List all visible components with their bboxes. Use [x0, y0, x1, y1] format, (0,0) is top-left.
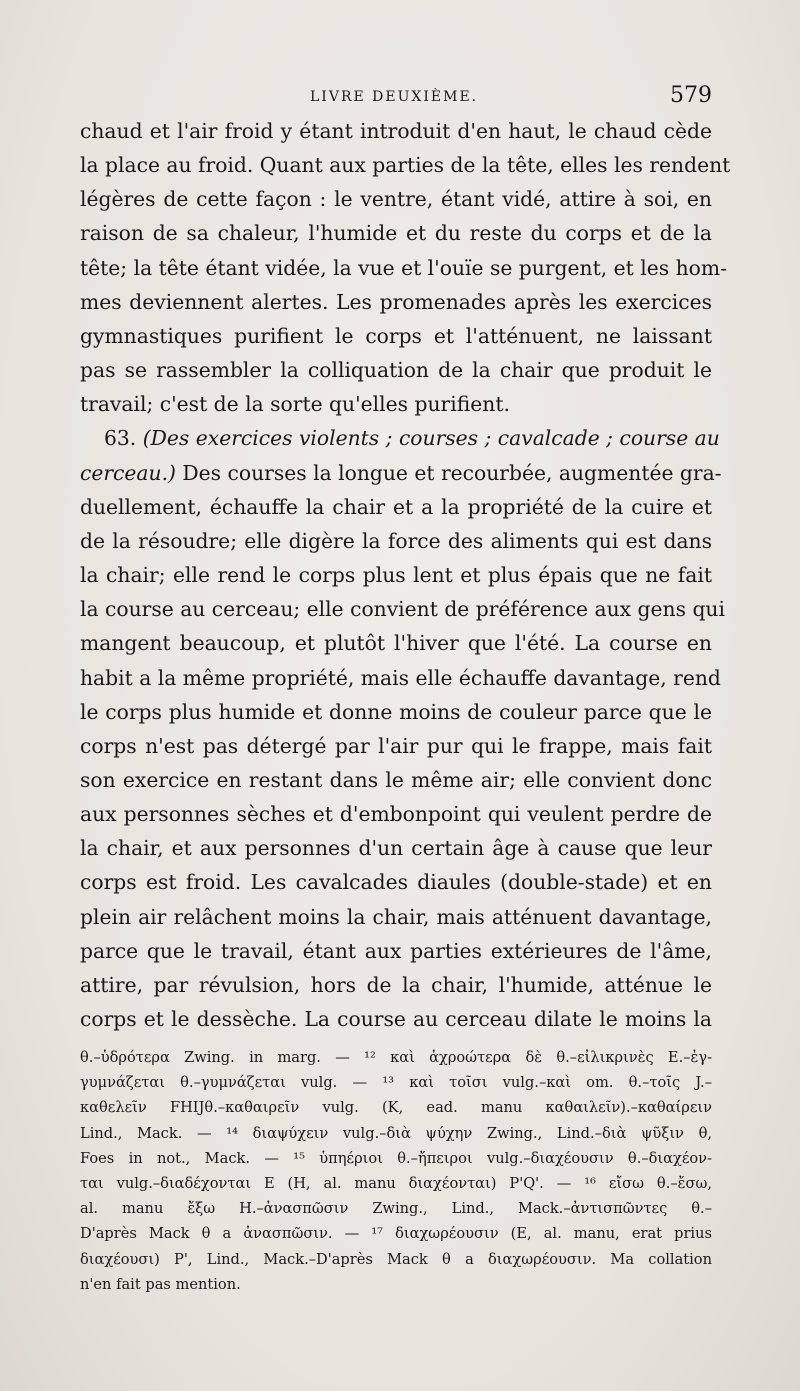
- page-header: [80, 83, 712, 113]
- text-line: parce que le travail, étant aux parties extérieures de l'âme,: [80, 938, 712, 963]
- running-head: LIVRE DEUXIÈME.: [310, 89, 479, 105]
- text-line: légères de cette façon : le ventre, étant vidé, attire à soi, en: [80, 187, 712, 212]
- section-heading-line: [80, 421, 720, 455]
- text-line: tête; la tête étant vidée, la vue et l'ouïe se purgent, et les hom-: [80, 255, 727, 280]
- footnote-line: γυμνάζεται θ.–γυμνάζεται vulg. — ¹³ καὶ τοῖσι vulg.–καὶ om. θ.–τοῖς J.–: [80, 1074, 712, 1092]
- footnote-line: θ.–ὑδρότερα Zwing. in marg. — ¹² καὶ ἀχροώτερα δὲ θ.–εἰλικρινὲς E.–ἐγ-: [80, 1049, 712, 1066]
- text-line: la chair; elle rend le corps plus lent et plus épais que ne fait: [80, 563, 712, 588]
- footnote-line: διαχέουσι) P', Lind., Mack.–D'après Mack θ a διαχωρέουσιν. Ma collation: [80, 1250, 712, 1268]
- section-number: 63.: [104, 426, 137, 451]
- footnote-line: al. manu ἔξω H.–ἀνασπῶσιν Zwing., Lind., Mack.–ἀντισπῶντες θ.–: [80, 1200, 712, 1218]
- text-line: travail; c'est de la sorte qu'elles purifient.: [80, 392, 510, 417]
- footnotes: [80, 1045, 712, 1297]
- section-heading-cont: cerceau.): [80, 460, 176, 485]
- text-line: attire, par révulsion, hors de la chair, l'humide, atténue le: [80, 972, 712, 997]
- text-line: mangent beaucoup, et plutôt l'hiver que l'été. La course en: [80, 631, 712, 656]
- text-line: mes deviennent alertes. Les promenades après les exercices: [80, 289, 712, 314]
- text-line: corps est froid. Les cavalcades diaules (double-stade) et en: [80, 870, 712, 895]
- footnote-line: n'en fait pas mention.: [80, 1275, 241, 1293]
- text-line: de la résoudre; elle digère la force des aliments qui est dans: [80, 528, 712, 553]
- footnote-line: ται vulg.–διαδέχονται E (H, al. manu διαχέονται) P'Q'. — ¹⁶ εἴσω θ.–ἔσω,: [80, 1175, 712, 1193]
- text-line: la course au cerceau; elle convient de préférence aux gens qui: [80, 597, 725, 622]
- text-line: pas se rassembler la colliquation de la chair que produit le: [80, 358, 712, 383]
- text-line: raison de sa chaleur, l'humide et du reste du corps et de la: [80, 221, 712, 246]
- section-heading-line: [80, 456, 722, 490]
- text-line: le corps plus humide et donne moins de couleur parce que le: [80, 699, 712, 724]
- text-line: corps et le dessèche. La course au cerceau dilate le moins la: [80, 1007, 712, 1032]
- main-text: [80, 114, 731, 1036]
- text-line: plein air relâchent moins la chair, mais atténuent davantage,: [80, 904, 712, 929]
- text-line: la place au froid. Quant aux parties de la tête, elles les rendent: [80, 153, 731, 178]
- section-heading: (Des exercices violents ; courses ; cavalcade ; course au: [142, 426, 720, 451]
- page-number: 579: [670, 83, 712, 108]
- footnote-line: Foes in not., Mack. — ¹⁵ ὑπηέριοι θ.–ἤπειροι vulg.–διαχέουσιν θ.–διαχέον-: [80, 1149, 712, 1167]
- text-line: son exercice en restant dans le même air; elle convient donc: [80, 767, 712, 792]
- text-line: chaud et l'air froid y étant introduit d'en haut, le chaud cède: [80, 119, 712, 143]
- footnote-line: Lind., Mack. — ¹⁴ διαψύχειν vulg.–διὰ ψύχην Zwing., Lind.–διὰ ψῦξιν θ,: [80, 1124, 712, 1142]
- text-line: habit a la même propriété, mais elle échauffe davantage, rend: [80, 665, 721, 690]
- text-line: aux personnes sèches et d'embonpoint qui veulent perdre de: [80, 802, 712, 827]
- text-line: la chair, et aux personnes d'un certain âge à cause que leur: [80, 836, 712, 861]
- footnote-line: D'après Mack θ a ἀνασπῶσιν. — ¹⁷ διαχωρέουσιν (E, al. manu, erat prius: [80, 1225, 712, 1243]
- footnote-line: καθελεῖν FHIJθ.–καθαιρεῖν vulg. (K, ead. manu καθαιλεῖν).–καθαίρειν: [80, 1099, 712, 1117]
- text-line: duellement, échauffe la chair et a la propriété de la cuire et: [80, 494, 712, 519]
- text-line: gymnastiques purifient le corps et l'atténuent, ne laissant: [80, 323, 712, 348]
- text-line: corps n'est pas détergé par l'air pur qui le frappe, mais fait: [80, 733, 712, 758]
- section-text: Des courses la longue et recourbée, augmentée gra-: [182, 460, 722, 485]
